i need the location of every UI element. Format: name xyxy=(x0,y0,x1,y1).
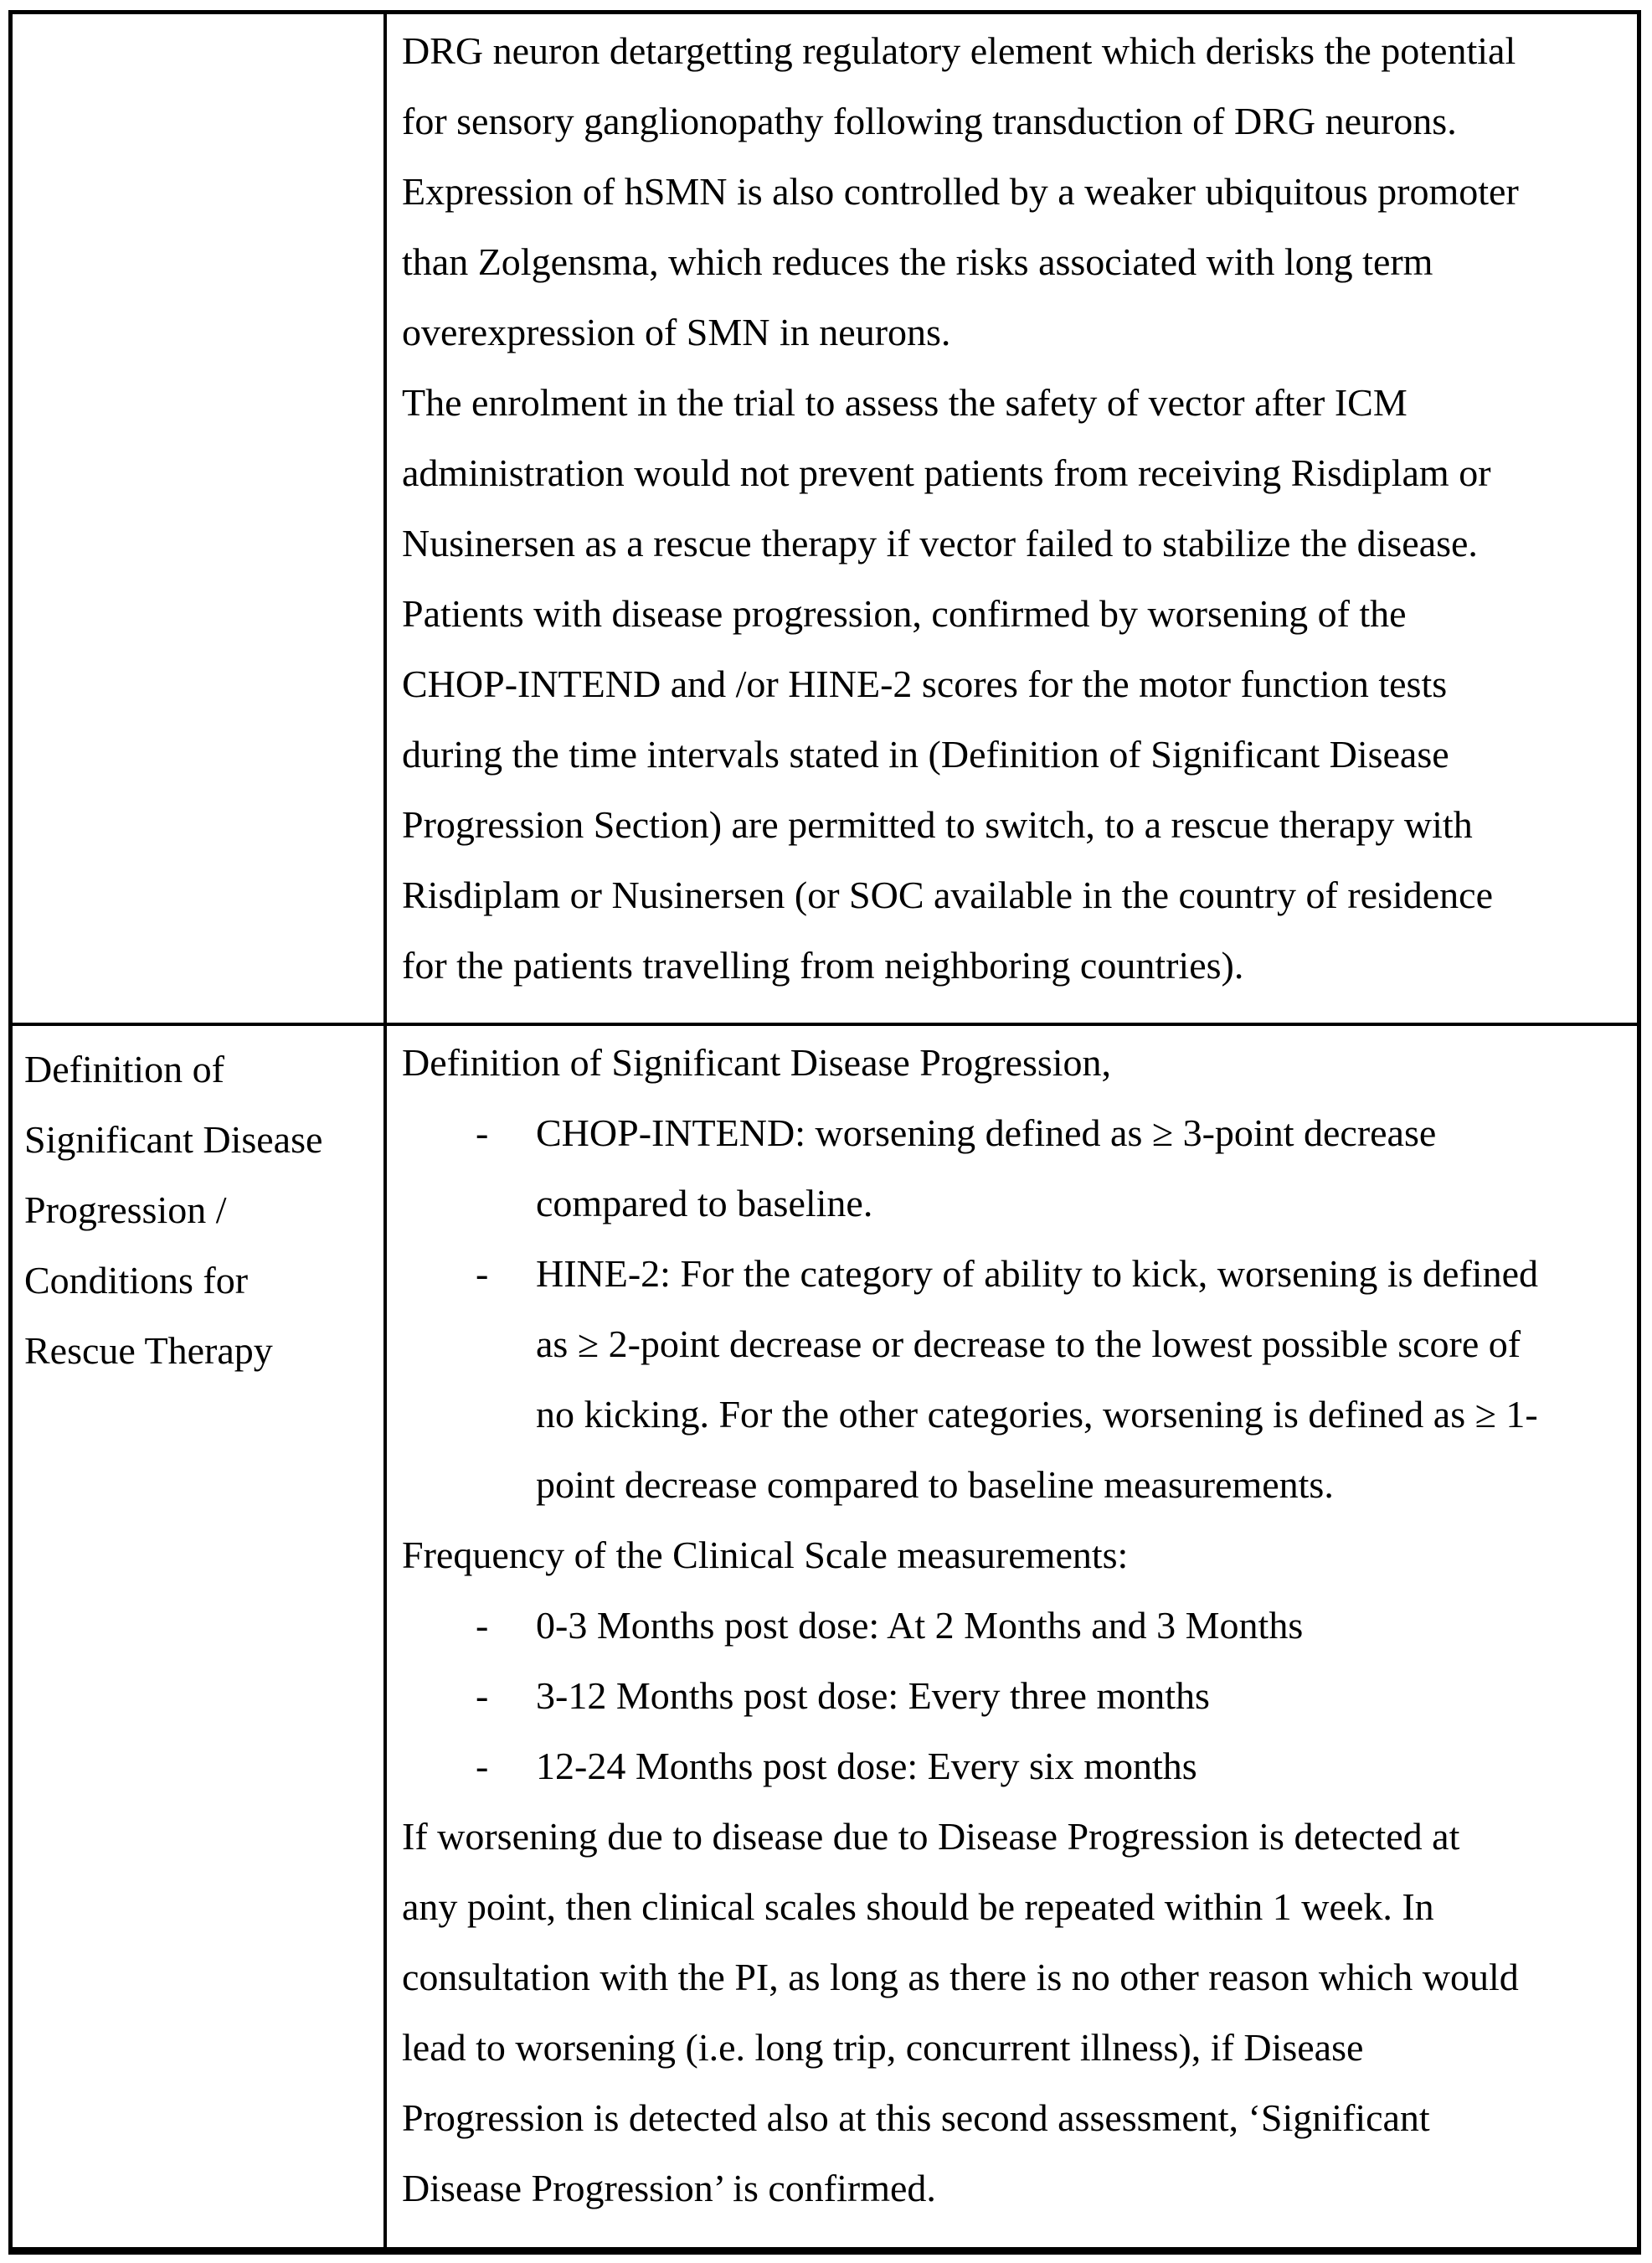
text-line xyxy=(402,1731,1632,1802)
text-line: CHOP-INTEND and /or HINE-2 scores for the motor function tests xyxy=(402,662,1448,705)
row-content-cell xyxy=(387,1026,1637,2247)
text-line: Expression of hSMN is also controlled by a weaker ubiquitous promoter xyxy=(402,170,1519,213)
bullet-dash-icon: - xyxy=(476,1252,489,1295)
table-row xyxy=(13,14,1637,1023)
bullet-text: HINE-2: For the category of ability to kick, worsening is defined xyxy=(536,1252,1538,1295)
bullet-dash-icon: - xyxy=(476,1674,489,1717)
text-line: any point, then clinical scales should be repeated within 1 week. In xyxy=(402,1885,1434,1928)
text-line: If worsening due to disease due to Disease Progression is detected at xyxy=(402,1815,1460,1858)
bullet-dash-icon: - xyxy=(476,1745,489,1787)
text-line: Disease Progression’ is confirmed. xyxy=(402,2167,936,2209)
text-line: The enrolment in the trial to assess the safety of vector after ICM xyxy=(402,381,1408,424)
text-line: Progression Section) are permitted to switch, to a rescue therapy with xyxy=(402,803,1473,846)
text-line: for sensory ganglionopathy following transduction of DRG neurons. xyxy=(402,100,1457,142)
text-line: no kicking. For the other categories, worsening is defined as ≥ 1- xyxy=(536,1393,1538,1436)
bullet-dash-icon: - xyxy=(476,1604,489,1647)
text-line: than Zolgensma, which reduces the risks associated with long term xyxy=(402,240,1433,283)
bullet-text: 0-3 Months post dose: At 2 Months and 3 Months xyxy=(536,1604,1304,1647)
text-line: Progression is detected also at this second assessment, ‘Significant xyxy=(402,2096,1430,2139)
bullet-text: 3-12 Months post dose: Every three months xyxy=(536,1674,1210,1717)
text-line: Progression / xyxy=(24,1188,227,1231)
text-line: Patients with disease progression, confirmed by worsening of the xyxy=(402,592,1407,635)
text-line: compared to baseline. xyxy=(536,1182,873,1224)
text-line: point decrease compared to baseline measurements. xyxy=(536,1463,1334,1506)
text-line: Rescue Therapy xyxy=(24,1329,273,1372)
text-line xyxy=(402,1098,1632,1168)
text-line: Conditions for xyxy=(24,1259,249,1302)
text-line xyxy=(402,1239,1632,1309)
text-line: for the patients travelling from neighboring countries). xyxy=(402,944,1244,987)
document-table xyxy=(8,10,1641,2255)
text-line xyxy=(402,1590,1632,1661)
text-line: Nusinersen as a rescue therapy if vector failed to stabilize the disease. xyxy=(402,522,1478,564)
text-line: as ≥ 2-point decrease or decrease to the lowest possible score of xyxy=(536,1322,1521,1365)
row-content-cell xyxy=(387,14,1637,1023)
text-line: during the time intervals stated in (Definition of Significant Disease xyxy=(402,733,1449,776)
text-line: Frequency of the Clinical Scale measurements: xyxy=(402,1534,1129,1576)
bullet-text: 12-24 Months post dose: Every six months xyxy=(536,1745,1197,1787)
text-line: DRG neuron detargetting regulatory element which derisks the potential xyxy=(402,29,1516,72)
text-line: lead to worsening (i.e. long trip, concurrent illness), if Disease xyxy=(402,2026,1364,2069)
bullet-text: CHOP-INTEND: worsening defined as ≥ 3-point decrease xyxy=(536,1111,1437,1154)
bullet-dash-icon: - xyxy=(476,1111,489,1154)
text-line xyxy=(402,1661,1632,1731)
text-line: Risdiplam or Nusinersen (or SOC available in the country of residence xyxy=(402,874,1494,916)
text-line: Significant Disease xyxy=(24,1118,323,1161)
row-label-cell xyxy=(13,14,387,1023)
table-row xyxy=(13,1023,1637,2247)
text-line: overexpression of SMN in neurons. xyxy=(402,311,951,353)
text-line: administration would not prevent patients from receiving Risdiplam or xyxy=(402,451,1491,494)
row-label-cell xyxy=(13,1026,387,2247)
text-line: consultation with the PI, as long as there is no other reason which would xyxy=(402,1956,1519,1998)
text-line: Definition of Significant Disease Progression, xyxy=(402,1041,1112,1084)
text-line: Definition of xyxy=(24,1048,224,1090)
